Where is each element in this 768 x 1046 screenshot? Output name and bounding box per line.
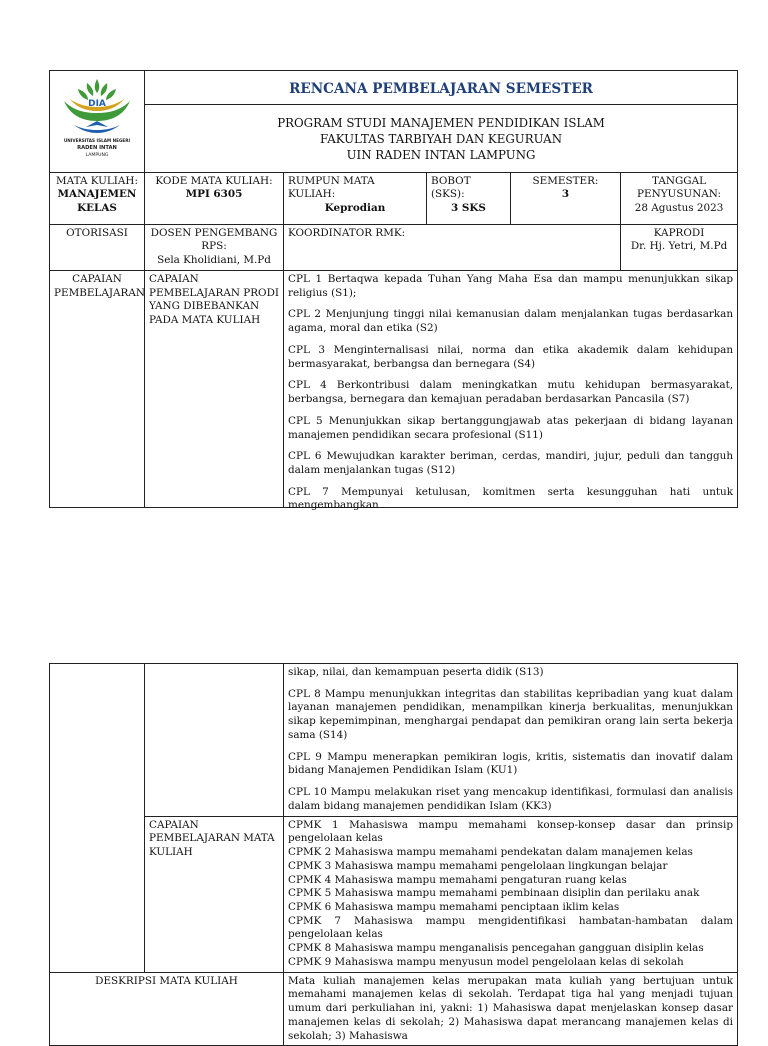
rps-table-page2 xyxy=(49,663,738,1046)
kaprodi-cell xyxy=(621,224,738,270)
cpmk-item: CPMK 5 Mahasiswa mampu memahami pembinaan disiplin dan perilaku anak xyxy=(288,887,700,900)
rps-developer-value: Sela Kholidiani, M.Pd xyxy=(157,254,271,267)
logo-cell xyxy=(50,71,145,173)
cpl-item: CPL 1 Bertaqwa kepada Tuhan Yang Maha Esa dan mampu menunjukkan sikap religius (S1); xyxy=(288,272,734,299)
date-cell xyxy=(621,172,738,224)
faculty-name: FAKULTAS TARBIYAH DAN KEGURUAN xyxy=(320,132,563,147)
cpl-item: CPL 2 Menjunjung tinggi nilai kemanusian dalam menjalankan tugas berdasarkan agama, moral dan etika (S2) xyxy=(288,308,734,335)
cpl-item: CPL 8 Mampu menunjukkan integritas dan stabilitas kepribadian yang kuat dalam layanan manajemen pendidikan, menampilkan kinerja berkualitas, menunjukkan sikap kepemimpinan, menghargai pendapat dan pemikiran orang lain serta bekerja sama (S14) xyxy=(288,687,733,741)
cpl-list-page1 xyxy=(284,270,738,512)
rps-developer-cell xyxy=(145,224,284,270)
kaprodi-value: Dr. Hj. Yetri, M.Pd xyxy=(630,240,728,253)
logo-line3: LAMPUNG xyxy=(85,153,109,158)
course-cluster-value: Keprodian xyxy=(324,202,386,215)
course-code-value: MPI 6305 xyxy=(185,188,243,201)
cpmk-item: CPMK 2 Mahasiswa mampu memahami pendekatan dalam manajemen kelas xyxy=(288,846,693,859)
logo-abbr: DIA xyxy=(88,99,106,109)
authorization-label: OTORISASI xyxy=(50,224,145,270)
cpl-item: CPL 9 Mampu menerapkan pemikiran logis, kritis, sistematis dan inovatif dalam bidang Manajemen Pendidikan Islam (KU1) xyxy=(288,750,733,777)
cpl-item: CPL 3 Menginternalisasi nilai, norma dan etika akademik dalam kehidupan bermasyarakat, berbangsa dan bernegara (S4) xyxy=(288,343,734,370)
program-outcomes-label: CAPAIAN PEMBELAJARAN PRODI YANG DIBEBANKAN PADA MATA KULIAH xyxy=(145,270,284,507)
logo-line2: RADEN INTAN xyxy=(77,145,117,151)
university-name: UIN RADEN INTAN LAMPUNG xyxy=(346,148,536,163)
date-label: TANGGAL PENYUSUNAN: xyxy=(637,174,722,201)
cpmk-item: CPMK 4 Mahasiswa mampu memahami pengaturan ruang kelas xyxy=(288,873,627,886)
credit-cell xyxy=(427,172,511,224)
semester-cell xyxy=(511,172,621,224)
cpl-item: CPL 5 Menunjukkan sikap bertanggungjawab atas pekerjaan di bidang layanan manajemen pendidikan secara profesional (S11) xyxy=(288,414,734,441)
university-logo xyxy=(56,75,138,163)
prodi-name: PROGRAM STUDI MANAJEMEN PENDIDIKAN ISLAM xyxy=(277,115,605,130)
learning-outcomes-continued xyxy=(50,664,145,973)
cpl-list-page2 xyxy=(284,664,738,817)
kaprodi-label: KAPRODI xyxy=(653,226,705,239)
course-name-label: MATA KULIAH: xyxy=(56,174,138,187)
cpmk-item: CPMK 7 Mahasiswa mampu mengidentifikasi hambatan-hambatan dalam pengelolaan kelas xyxy=(288,914,733,941)
rps-table-page1 xyxy=(49,70,738,512)
learning-outcomes-label: CAPAIAN PEMBELAJARAN xyxy=(50,270,145,507)
course-code-label: KODE MATA KULIAH: xyxy=(155,174,273,187)
cpl-item: CPL 4 Berkontribusi dalam meningkatkan mutu kehidupan bermasyarakat, berbangsa, bernegara dan kemajuan peradaban berdasarkan Pancasila (S7) xyxy=(288,379,734,406)
rps-developer-label: DOSEN PENGEMBANG RPS: xyxy=(150,226,278,253)
document-title: RENCANA PEMBELAJARAN SEMESTER xyxy=(145,71,738,105)
logo-line1: UNIVERSITAS ISLAM NEGERI xyxy=(63,138,131,143)
cpmk-item: CPMK 8 Mahasiswa mampu menganalisis pencegahan gangguan disiplin kelas xyxy=(288,942,704,955)
cpmk-item: CPMK 1 Mahasiswa mampu memahami konsep-konsep dasar dan prinsip pengelolaan kelas xyxy=(288,818,733,845)
course-outcomes-label: CAPAIAN PEMBELAJARAN MATA KULIAH xyxy=(145,816,284,972)
course-cluster-cell xyxy=(284,172,427,224)
credit-label: BOBOT (SKS): xyxy=(431,174,471,201)
cpl-item: CPL 7 Mempunyai ketulusan, komitmen serta kesungguhan hati untuk mengembangkan xyxy=(288,485,734,512)
cpl-item: sikap, nilai, dan kemampuan peserta didik (S13) xyxy=(288,666,544,678)
cpl-item: CPL 6 Mewujudkan karakter beriman, cerdas, mandiri, jujur, peduli dan tangguh dalam menjalankan tugas (S12) xyxy=(288,450,734,477)
cpmk-item: CPMK 9 Mahasiswa mampu menyusun model pengelolaan kelas di sekolah xyxy=(288,955,684,968)
course-cluster-label: RUMPUN MATA KULIAH: xyxy=(288,174,375,201)
credit-value: 3 SKS xyxy=(451,202,486,215)
cpl-list-page1-body xyxy=(288,272,734,512)
course-name-cell xyxy=(50,172,145,224)
cpmk-item: CPMK 6 Mahasiswa mampu memahami penciptaan iklim kelas xyxy=(288,901,620,914)
institution-header xyxy=(145,104,738,172)
semester-label: SEMESTER: xyxy=(532,174,599,187)
course-code-cell xyxy=(145,172,284,224)
rmk-coordinator-label: KOORDINATOR RMK: xyxy=(284,224,621,270)
course-name-value: MANAJEMEN KELAS xyxy=(57,188,137,215)
cpmk-item: CPMK 3 Mahasiswa mampu memahami pengelolaan lingkungan belajar xyxy=(288,859,668,872)
program-outcomes-continued xyxy=(145,664,284,817)
course-description-label: DESKRIPSI MATA KULIAH xyxy=(50,972,284,1046)
cpmk-list xyxy=(284,816,738,972)
cpl-item: CPL 10 Mampu melakukan riset yang mencakup identifikasi, formulasi dan analisis dalam bidang manajemen pendidikan Islam (KK3) xyxy=(288,786,733,812)
semester-value: 3 xyxy=(561,188,570,201)
date-value: 28 Agustus 2023 xyxy=(634,202,724,215)
course-description-text: Mata kuliah manajemen kelas merupakan mata kuliah yang bertujuan untuk memahami manajemen kelas di sekolah. Terdapat tiga hal yang menjadi tujuan umum dari perkuliahan ini, yakni: 1) Mahasiswa dapat menjelaskan konsep dasar manajemen kelas di sekolah; 2) Mahasiswa dapat merancang manajemen kelas di sekolah; 3) Mahasiswa xyxy=(284,972,738,1046)
